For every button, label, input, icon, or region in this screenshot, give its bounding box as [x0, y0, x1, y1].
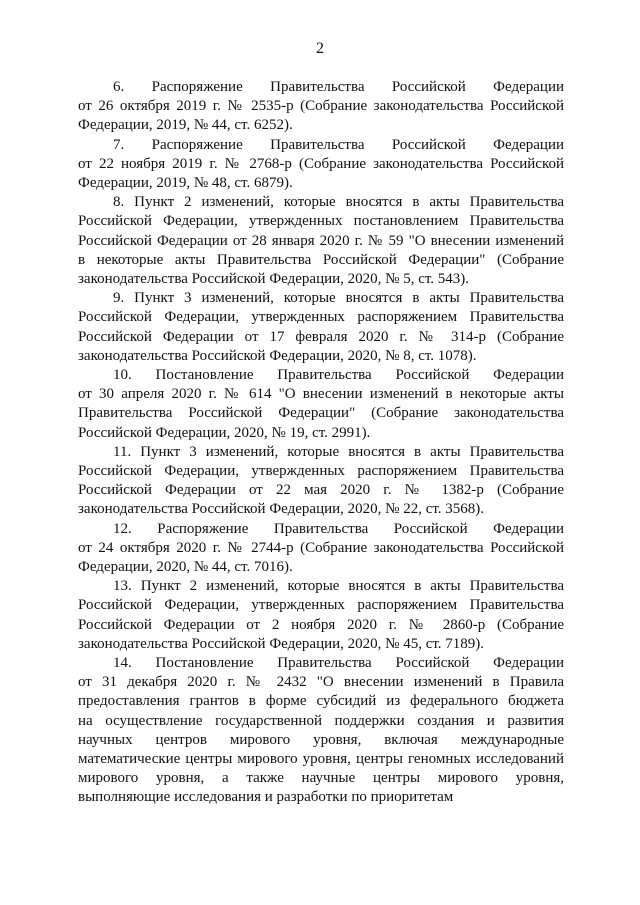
- text-line: Российской Федерации, утвержденных распоряжением Правительства: [78, 597, 564, 614]
- list-item: [78, 576, 564, 653]
- list-item: [78, 442, 564, 519]
- text-line: Российской Федерации от 28 января 2020 г. № 59 "О внесении изменений: [78, 232, 564, 249]
- text-line: мирового уровня, а также научные центры мирового уровня,: [78, 770, 564, 787]
- text-line: математические центры мирового уровня, центры геномных исследований: [78, 751, 564, 767]
- text-line: Российской Федерации от 22 мая 2020 г. № 1382-р (Собрание: [78, 482, 564, 499]
- page-number: 2: [316, 40, 324, 57]
- text-line: 7. Распоряжение Правительства Российской Федерации: [113, 136, 564, 153]
- list-item: [78, 653, 564, 807]
- list-item: [78, 192, 564, 288]
- text-line: в некоторые акты Правительства Российской Федерации" (Собрание: [78, 251, 564, 268]
- text-line: 12. Распоряжение Правительства Российской Федерации: [113, 520, 564, 537]
- text-line: законодательства Российской Федерации, 2020, № 5, ст. 543).: [78, 270, 470, 287]
- text-line: 10. Постановление Правительства Российской Федерации: [113, 367, 564, 383]
- text-line: от 24 октября 2020 г. № 2744-р (Собрание законодательства Российской: [78, 539, 564, 556]
- list-item: [78, 519, 564, 577]
- text-line: законодательства Российской Федерации, 2020, № 22, ст. 3568).: [78, 501, 485, 518]
- text-line: от 30 апреля 2020 г. № 614 "О внесении изменений в некоторые акты: [78, 386, 564, 403]
- text-line: на осуществление государственной поддержки создания и развития: [78, 712, 564, 729]
- text-line: от 31 декабря 2020 г. № 2432 "О внесении изменений в Правила: [78, 674, 564, 691]
- text-line: Российской Федерации, утвержденных распоряжением Правительства: [78, 309, 564, 326]
- text-line: законодательства Российской Федерации, 2020, № 8, ст. 1078).: [78, 347, 477, 364]
- text-line: Российской Федерации, утвержденных постановлением Правительства: [78, 213, 564, 230]
- text-line: 6. Распоряжение Правительства Российской Федерации: [113, 79, 564, 95]
- text-line: Российской Федерации, 2020, № 19, ст. 2991).: [78, 424, 371, 441]
- list-item: [78, 288, 564, 365]
- text-line: 11. Пункт 3 изменений, которые вносятся в акты Правительства: [113, 443, 564, 460]
- text-line: 9. Пункт 3 изменений, которые вносятся в акты Правительства: [113, 290, 564, 307]
- text-line: 13. Пункт 2 изменений, которые вносятся в акты Правительства: [113, 578, 564, 595]
- text-line: Федерации, 2020, № 44, ст. 7016).: [78, 558, 293, 575]
- text-line: научных центров мирового уровня, включая международные: [78, 731, 564, 748]
- text-line: Российской Федерации от 17 февраля 2020 г. № 314-р (Собрание: [78, 328, 564, 345]
- text-line: предоставления грантов в форме субсидий из федерального бюджета: [78, 693, 564, 710]
- text-line: выполняющие исследования и разработки по приоритетам: [78, 789, 454, 806]
- list-item: [78, 365, 564, 442]
- list-item: [78, 135, 564, 193]
- list-item: [78, 77, 564, 135]
- text-line: 14. Постановление Правительства Российской Федерации: [113, 655, 564, 671]
- text-line: Российской Федерации от 2 ноября 2020 г. № 2860-р (Собрание: [78, 616, 564, 633]
- text-line: 8. Пункт 2 изменений, которые вносятся в акты Правительства: [113, 194, 564, 211]
- text-line: Российской Федерации, утвержденных распоряжением Правительства: [78, 462, 564, 479]
- text-line: от 22 ноября 2019 г. № 2768-р (Собрание законодательства Российской: [78, 155, 564, 172]
- text-line: Федерации, 2019, № 44, ст. 6252).: [78, 117, 293, 134]
- text-line: от 26 октября 2019 г. № 2535-р (Собрание законодательства Российской: [78, 98, 564, 115]
- text-line: Правительства Российской Федерации" (Собрание законодательства: [78, 405, 564, 422]
- text-line: Федерации, 2019, № 48, ст. 6879).: [78, 174, 293, 191]
- text-line: законодательства Российской Федерации, 2020, № 45, ст. 7189).: [78, 635, 485, 652]
